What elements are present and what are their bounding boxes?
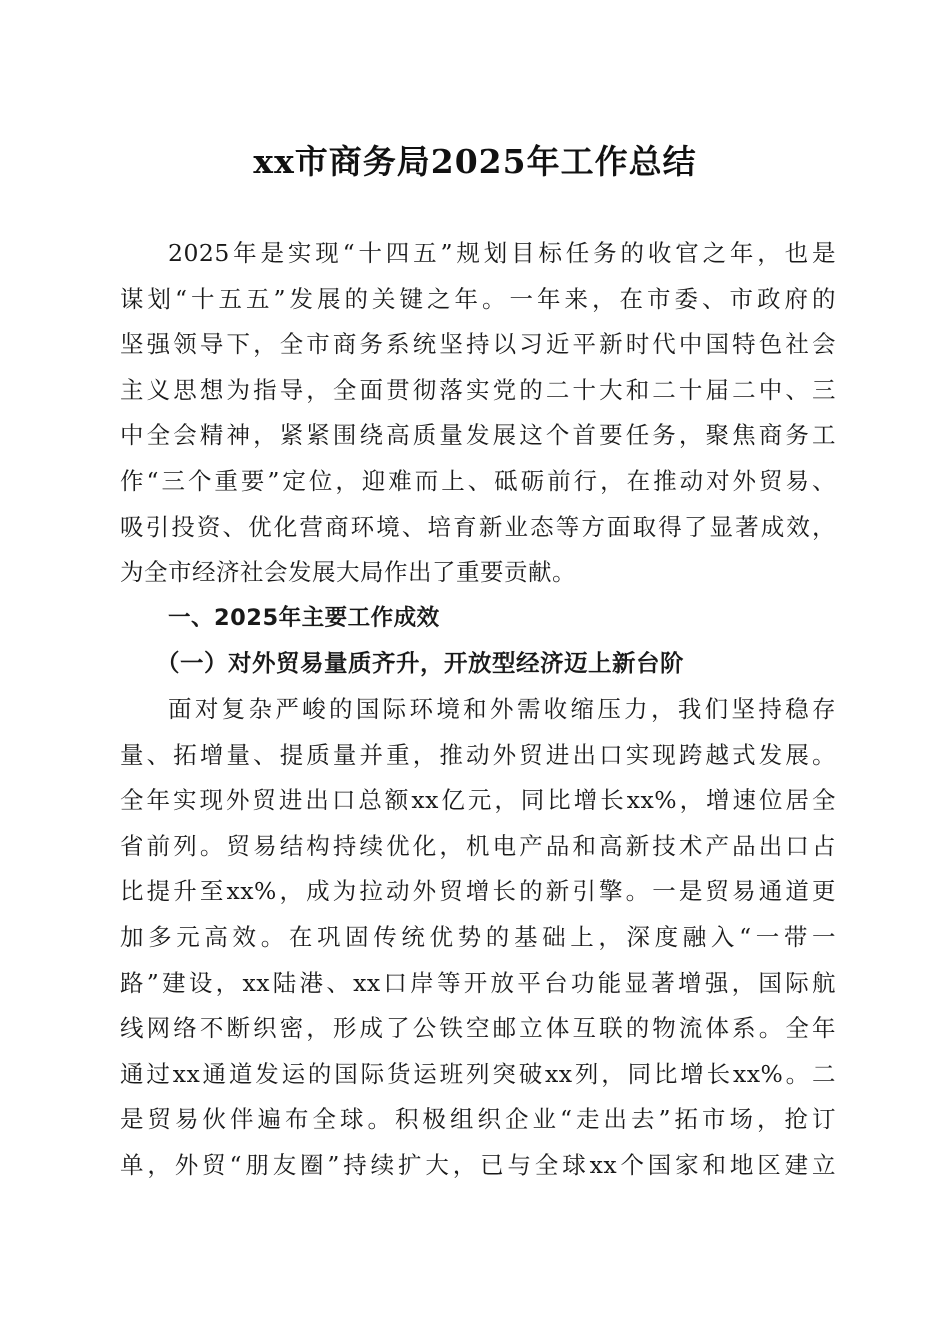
paragraph-line: 单，外贸“朋友圈”持续扩大，已与全球xx个国家和地区建立	[120, 1150, 836, 1179]
paragraph-line: 线网络不断织密，形成了公铁空邮立体互联的物流体系。全年	[120, 1014, 836, 1043]
document-body	[120, 231, 836, 1188]
paragraph-line: 比提升至xx%，成为拉动外贸增长的新引擎。一是贸易通道更	[120, 877, 836, 906]
paragraph-line: 通过xx通道发运的国际货运班列突破xx列，同比增长xx%。二	[120, 1059, 836, 1088]
paragraph-line: 是贸易伙伴遍布全球。积极组织企业“走出去”拓市场，抢订	[120, 1105, 836, 1134]
paragraph-line: 量、拓增量、提质量并重，推动外贸进出口实现跨越式发展。	[120, 740, 836, 769]
paragraph-line: 坚强领导下，全市商务系统坚持以习近平新时代中国特色社会	[120, 330, 836, 359]
paragraph-line: 加多元高效。在巩固传统优势的基础上，深度融入“一带一	[120, 922, 836, 951]
document-title: xx市商务局2025年工作总结	[253, 142, 697, 181]
paragraph-line: 吸引投资、优化营商环境、培育新业态等方面取得了显著成效，	[120, 512, 836, 541]
paragraph-line: 中全会精神，紧紧围绕高质量发展这个首要任务，聚焦商务工	[120, 421, 836, 450]
paragraph-line: 主义思想为指导，全面贯彻落实党的二十大和二十届二中、三	[120, 375, 836, 404]
section-heading: 一、2025年主要工作成效	[168, 604, 440, 631]
paragraph-line: 谋划“十五五”发展的关键之年。一年来，在市委、市政府的	[120, 284, 836, 313]
paragraph-line: 路”建设，xx陆港、xx口岸等开放平台功能显著增强，国际航	[120, 968, 836, 997]
paragraph-line: 面对复杂严峻的国际环境和外需收缩压力，我们坚持稳存	[168, 694, 836, 723]
paragraph-line: 全年实现外贸进出口总额xx亿元，同比增长xx%，增速位居全	[120, 786, 836, 815]
paragraph-line: 为全市经济社会发展大局作出了重要贡献。	[120, 558, 576, 587]
paragraph-line: 省前列。贸易结构持续优化，机电产品和高新技术产品出口占	[120, 831, 836, 860]
paragraph-line: 作“三个重要”定位，迎难而上、砥砺前行，在推动对外贸易、	[120, 466, 836, 495]
paragraph-line: 2025年是实现“十四五”规划目标任务的收官之年，也是	[168, 239, 836, 267]
subsection-heading: （一）对外贸易量质齐升，开放型经济迈上新台阶	[156, 649, 684, 678]
